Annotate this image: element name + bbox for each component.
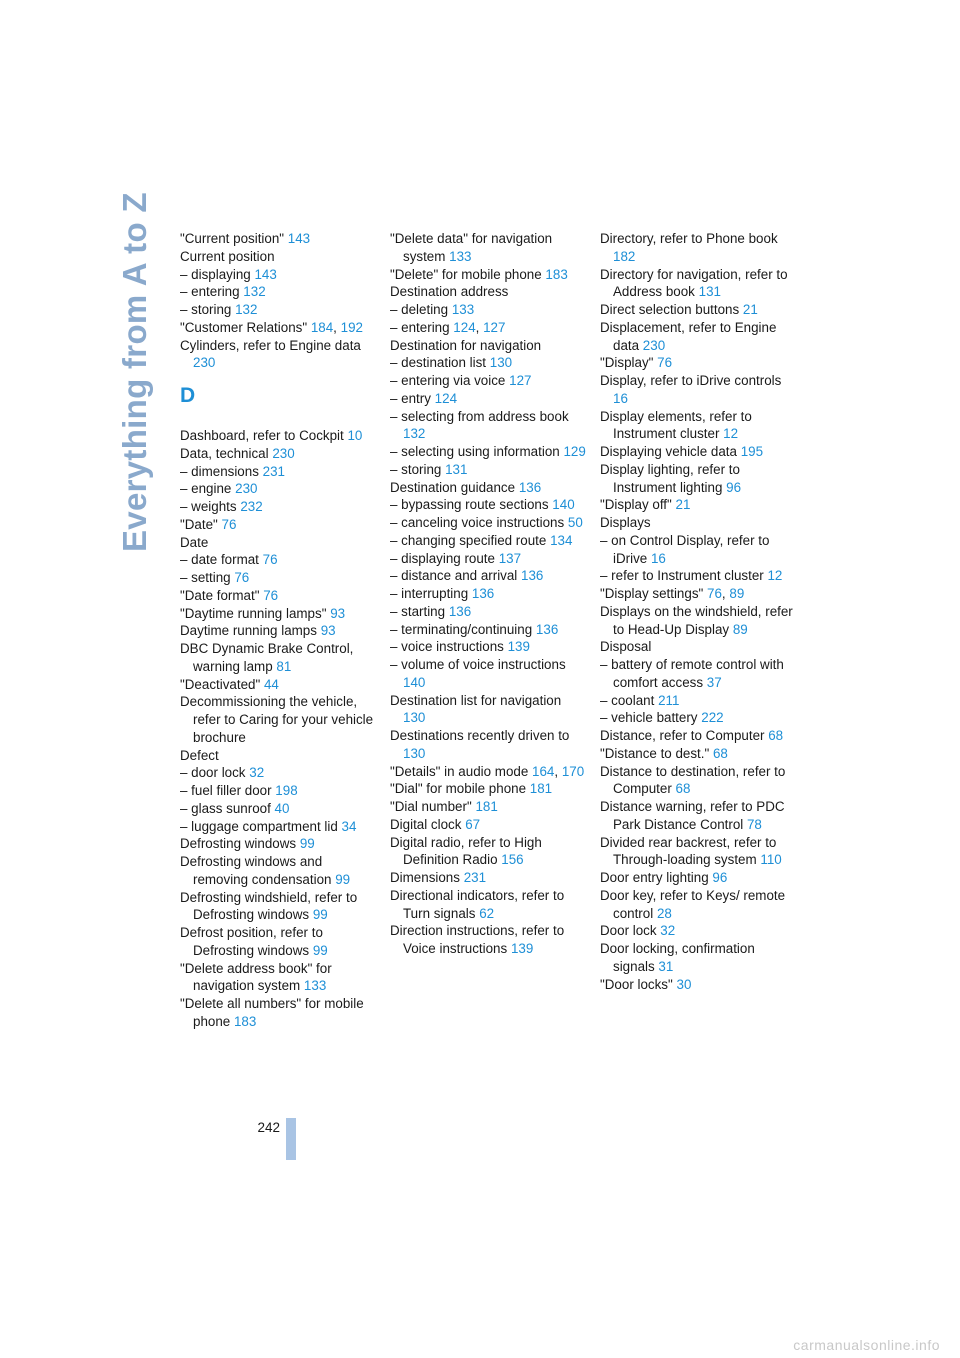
- index-entry: [390, 621, 586, 639]
- index-entry: [390, 780, 586, 798]
- index-entry-text: Destination list for navigation: [390, 692, 562, 708]
- index-entry: [180, 569, 376, 587]
- page-reference-link[interactable]: 76: [221, 516, 237, 532]
- page-reference-link[interactable]: 16: [650, 550, 666, 566]
- page-reference-link[interactable]: 30: [676, 976, 692, 992]
- page-reference-link[interactable]: 192: [340, 319, 363, 335]
- index-entry-text: Destination address: [390, 284, 509, 300]
- index-entry-text: "Delete" for mobile phone: [390, 266, 542, 282]
- index-entry-text: – battery of remote control with comfort access: [600, 657, 784, 690]
- page-reference-link[interactable]: 99: [312, 907, 328, 923]
- page-reference-link[interactable]: 131: [445, 461, 468, 477]
- section-letter-heading: D: [180, 384, 196, 407]
- section-side-title: [116, 192, 153, 552]
- index-entry: [390, 496, 586, 514]
- index-entry: [600, 887, 796, 923]
- index-entry: [390, 230, 586, 266]
- index-entry: [390, 443, 586, 461]
- index-entry: [600, 319, 796, 355]
- index-column-3: [600, 230, 796, 993]
- page-reference-link[interactable]: 10: [347, 428, 363, 443]
- page-reference-link[interactable]: 89: [732, 621, 748, 637]
- index-entry-text: Destination guidance: [390, 479, 516, 495]
- index-entry-text: "Daytime running lamps": [180, 605, 327, 621]
- index-entry-text: Date: [180, 534, 209, 550]
- index-entry: [600, 266, 796, 302]
- page-reference-link[interactable]: 28: [656, 905, 672, 921]
- index-entry-text: – canceling voice instructions: [390, 515, 565, 530]
- index-entry-text: – distance and arrival: [390, 568, 518, 584]
- index-entry-text: Dimensions: [390, 870, 460, 885]
- index-entry: [180, 693, 376, 746]
- index-entry-text: – setting: [180, 570, 231, 585]
- page-reference-link[interactable]: 211: [658, 692, 680, 708]
- index-entry: [600, 408, 796, 444]
- index-entry-text: "Dial" for mobile phone: [390, 781, 527, 797]
- index-entry-text: – entering: [390, 319, 450, 335]
- index-entry-text: – coolant: [600, 692, 655, 708]
- index-entry: [180, 764, 376, 782]
- index-entry: [600, 443, 796, 461]
- index-entry: [390, 816, 586, 834]
- index-entry: [600, 692, 796, 710]
- page-reference-link[interactable]: 137: [498, 550, 522, 566]
- index-entry-text: – weights: [180, 499, 237, 514]
- index-entry: [600, 461, 796, 497]
- page-reference-link[interactable]: 136: [518, 479, 542, 495]
- index-entry-text: "Date": [180, 516, 218, 532]
- index-entry-text: Distance, refer to Computer: [600, 728, 765, 743]
- index-entry-text: Daytime running lamps: [180, 623, 317, 639]
- index-entry-text: – starting: [390, 603, 446, 619]
- index-entry: [390, 408, 586, 444]
- index-entry: [600, 301, 796, 319]
- page-reference-link[interactable]: 136: [448, 603, 472, 619]
- index-entry-text: Defrost position, refer to Defrosting windows: [180, 925, 323, 958]
- page-reference-link[interactable]: 16: [613, 390, 628, 406]
- index-entry-text: – voice instructions: [390, 639, 504, 655]
- index-entry: [180, 266, 376, 284]
- index-entry-text: Destinations recently driven to: [390, 728, 570, 743]
- page-reference-link[interactable]: 44: [263, 676, 279, 692]
- index-entry-text: Door lock: [600, 923, 657, 939]
- index-entry-text: – storing: [390, 461, 442, 477]
- index-entry: [600, 709, 796, 727]
- index-entry-text: Distance warning, refer to PDC Park Distance Control: [600, 799, 785, 832]
- index-entry: [390, 834, 586, 870]
- page-reference-link[interactable]: 99: [335, 871, 351, 887]
- index-entry: – entering 124, 127: [390, 319, 506, 335]
- index-entry-text: "Delete all numbers" for mobile phone: [180, 996, 364, 1029]
- index-entry: [180, 676, 376, 694]
- index-entry: [180, 445, 376, 463]
- page-reference-link[interactable]: 130: [403, 745, 426, 761]
- index-entry: [390, 514, 586, 532]
- index-entry-text: Defrosting windshield, refer to Defrosting windows: [180, 889, 358, 923]
- page-reference-link[interactable]: 134: [550, 532, 573, 548]
- index-entry-text: – terminating/continuing: [390, 621, 533, 637]
- index-entry: [600, 798, 796, 834]
- page-reference-link[interactable]: 195: [740, 444, 764, 459]
- page-reference-link[interactable]: 127: [483, 319, 506, 335]
- page-reference-link[interactable]: 136: [471, 586, 495, 601]
- index-entry-text: Digital clock: [390, 816, 462, 832]
- page-reference-link[interactable]: 136: [521, 568, 544, 584]
- index-entry-text: Divided rear backrest, refer to Through-loading system: [600, 834, 777, 868]
- index-entry: [180, 301, 376, 319]
- index-entry-text: Display lighting, refer to Instrument lighting: [600, 461, 740, 495]
- page-reference-link[interactable]: 130: [489, 355, 513, 371]
- page-reference-link[interactable]: 99: [299, 836, 315, 852]
- index-entry-text: – luggage compartment lid: [180, 818, 338, 834]
- page-reference-link[interactable]: 182: [613, 248, 636, 264]
- page-reference-link[interactable]: 231: [463, 870, 487, 885]
- index-entry: [600, 230, 796, 266]
- index-entry-text: Direction instructions, refer to Voice instructions: [390, 923, 565, 956]
- index-entry: [600, 976, 796, 994]
- page-reference-link[interactable]: 40: [274, 800, 290, 816]
- page-reference-link[interactable]: 31: [658, 958, 674, 974]
- index-entry: [600, 834, 796, 870]
- index-entry: [180, 427, 376, 445]
- index-entry: [600, 727, 796, 745]
- page-reference-link[interactable]: 76: [657, 355, 673, 371]
- index-entry: [390, 532, 586, 550]
- index-entry: [180, 960, 376, 996]
- index-entry-text: – storing: [180, 302, 232, 317]
- page-reference-link[interactable]: 133: [451, 302, 475, 317]
- page-reference-link[interactable]: 198: [275, 783, 298, 798]
- index-entry-text: DBC Dynamic Brake Control, warning lamp: [180, 641, 354, 674]
- index-entry-text: "Distance to dest.": [600, 745, 710, 761]
- index-entry: [390, 372, 586, 390]
- page-reference-link[interactable]: 139: [507, 639, 530, 655]
- page-reference-link[interactable]: 133: [449, 248, 472, 264]
- page-reference-link[interactable]: 110: [760, 852, 782, 868]
- page-reference-link[interactable]: 232: [240, 499, 263, 514]
- index-entry: [390, 354, 586, 372]
- index-entry-text: Directional indicators, refer to Turn signals: [390, 887, 565, 921]
- index-entry-text: "Display off": [600, 497, 672, 513]
- index-entry: [180, 551, 376, 569]
- page-reference-link[interactable]: 222: [701, 710, 724, 726]
- index-entry-text: Distance to destination, refer to Computer: [600, 763, 786, 797]
- index-entry-text: Directory, refer to Phone book: [600, 231, 778, 246]
- index-entry: [180, 463, 376, 481]
- page-reference-link[interactable]: 81: [276, 658, 292, 674]
- index-entry: [180, 283, 376, 301]
- page-reference-link[interactable]: 96: [726, 479, 742, 495]
- page-reference-link[interactable]: 132: [235, 302, 258, 317]
- index-entry: [390, 922, 586, 958]
- index-entry-text: Disposal: [600, 639, 652, 655]
- page-reference-link[interactable]: 67: [465, 816, 481, 832]
- index-entry-text: "Deactivated": [180, 676, 261, 692]
- page-reference-link[interactable]: 32: [660, 923, 676, 939]
- index-entry: [180, 889, 376, 925]
- index-entry: "Details" in audio mode 164, 170: [390, 763, 585, 779]
- page-reference-link[interactable]: 156: [501, 852, 524, 868]
- page-reference-link[interactable]: 143: [254, 266, 277, 282]
- index-column-2: [390, 230, 586, 958]
- index-entry: [390, 692, 586, 728]
- index-entry-text: "Display settings": [600, 586, 704, 601]
- page-reference-link[interactable]: 124: [453, 319, 476, 335]
- page-reference-link[interactable]: 231: [262, 463, 285, 479]
- page-reference-link[interactable]: 230: [235, 481, 258, 497]
- page-reference-link[interactable]: 133: [303, 978, 327, 994]
- index-entry: [390, 585, 586, 603]
- page-reference-link[interactable]: 181: [529, 781, 553, 797]
- index-entry-text: "Door locks": [600, 976, 673, 992]
- page-reference-link[interactable]: 76: [263, 587, 279, 603]
- index-entry-text: Displaying vehicle data: [600, 444, 737, 459]
- index-entry-text: Display elements, refer to Instrument cluster: [600, 408, 752, 442]
- index-entry-text: "Delete address book" for navigation system: [180, 960, 332, 994]
- index-entry: "Customer Relations" 184, 192: [180, 319, 363, 335]
- index-entry: [390, 656, 586, 692]
- index-entry: [180, 835, 376, 853]
- page-reference-link[interactable]: 78: [746, 816, 762, 832]
- index-entry-text: Door locking, confirmation signals: [600, 941, 755, 974]
- page-reference-link[interactable]: 136: [535, 621, 559, 637]
- index-entry: [180, 782, 376, 800]
- index-entry-text: – entering: [180, 284, 240, 300]
- page-reference-link[interactable]: 12: [767, 568, 783, 584]
- index-entry: [180, 230, 376, 248]
- side-title-text: Everything from A to Z: [116, 192, 153, 552]
- index-entry-text: – changing specified route: [390, 532, 547, 548]
- index-entry-text: – displaying: [180, 266, 251, 282]
- index-entry-text: – entering via voice: [390, 373, 506, 388]
- index-entry-text: Door key, refer to Keys/ remote control: [600, 887, 786, 921]
- index-entry: [600, 514, 796, 532]
- index-entry-text: Current position: [180, 248, 275, 264]
- page-reference-link[interactable]: 99: [312, 942, 328, 958]
- page-reference-link[interactable]: 143: [287, 231, 311, 246]
- index-entry-text: – selecting from address book: [390, 408, 569, 424]
- index-entry: [600, 354, 796, 372]
- page-reference-link[interactable]: 50: [567, 515, 583, 530]
- page-reference-link[interactable]: 170: [561, 763, 585, 779]
- index-entry-text: – dimensions: [180, 463, 259, 479]
- index-entry: [180, 853, 376, 889]
- page-reference-link[interactable]: 129: [563, 444, 586, 459]
- index-entry-text: "Dial number": [390, 799, 472, 814]
- index-entry-text: Displacement, refer to Engine data: [600, 319, 777, 353]
- index-entry-text: – interrupting: [390, 586, 469, 601]
- index-entry: [180, 605, 376, 623]
- index-entry: [600, 567, 796, 585]
- page-reference-link[interactable]: 68: [768, 728, 784, 743]
- index-entry: [600, 496, 796, 514]
- index-entry-text: "Display": [600, 355, 654, 371]
- index-entry-text: Display, refer to iDrive controls: [600, 373, 782, 388]
- index-entry: [390, 461, 586, 479]
- index-entry-text: "Details" in audio mode: [390, 763, 529, 779]
- page-number: 242: [257, 1120, 280, 1135]
- index-entry: [390, 638, 586, 656]
- index-entry: [180, 480, 376, 498]
- index-entry-text: Displays: [600, 515, 651, 530]
- page-reference-link[interactable]: 68: [675, 781, 691, 797]
- index-entry: [180, 747, 376, 765]
- index-entry: [180, 818, 376, 836]
- index-entry: [390, 301, 586, 319]
- index-entry: [600, 745, 796, 763]
- page-marker-bar: [286, 1118, 296, 1160]
- index-entry: [390, 887, 586, 923]
- index-entry-text: Digital radio, refer to High Definition Radio: [390, 834, 542, 868]
- page-reference-link[interactable]: 76: [262, 552, 278, 568]
- index-entry: [390, 727, 586, 763]
- index-entry: [600, 869, 796, 887]
- index-entry-text: Destination for navigation: [390, 337, 542, 353]
- index-entry: [180, 995, 376, 1031]
- index-entry: [180, 248, 376, 266]
- index-entry-text: "Date format": [180, 587, 260, 603]
- index-entry: "Display settings" 76, 89: [600, 586, 745, 601]
- page-reference-link[interactable]: 140: [552, 497, 575, 513]
- page-reference-link[interactable]: 21: [675, 497, 691, 513]
- index-entry: [180, 587, 376, 605]
- index-entry: [180, 924, 376, 960]
- index-entry-text: Data, technical: [180, 445, 269, 461]
- page-reference-link[interactable]: 34: [341, 818, 357, 834]
- page-reference-link[interactable]: 139: [510, 941, 534, 956]
- index-entry-text: – on Control Display, refer to iDrive: [600, 532, 770, 566]
- page-reference-link[interactable]: 164: [532, 763, 555, 779]
- index-entry: [390, 283, 586, 301]
- index-entry-text: – selecting using information: [390, 444, 560, 459]
- index-entry-text: – fuel filler door: [180, 783, 272, 798]
- watermark: carmanualsonline.info: [793, 1337, 940, 1353]
- index-entry: [600, 940, 796, 976]
- index-column-1: [180, 230, 376, 1031]
- page-reference-link[interactable]: 32: [249, 765, 265, 781]
- index-entry: [390, 266, 586, 284]
- index-entry-text: – volume of voice instructions: [390, 657, 566, 672]
- index-entry: [390, 869, 586, 887]
- page-reference-link[interactable]: 132: [403, 426, 426, 442]
- index-entry-text: "Delete data" for navigation system: [390, 231, 553, 264]
- page-reference-link[interactable]: 62: [479, 905, 495, 921]
- page-reference-link[interactable]: 93: [330, 605, 346, 621]
- page-reference-link[interactable]: 230: [272, 445, 295, 461]
- index-entry-text: – door lock: [180, 765, 246, 781]
- page-reference-link[interactable]: 181: [475, 799, 498, 814]
- index-entry: [600, 638, 796, 656]
- index-entry-text: Door entry lighting: [600, 870, 709, 885]
- page-reference-link[interactable]: 93: [320, 623, 336, 639]
- index-entry: [180, 516, 376, 534]
- index-entry-text: Decommissioning the vehicle, refer to Caring for your vehicle brochure: [180, 694, 374, 745]
- index-entry: [600, 603, 796, 639]
- page-reference-link[interactable]: 21: [742, 302, 758, 317]
- index-entry-text: Defrosting windows: [180, 836, 297, 852]
- index-entry: [390, 798, 586, 816]
- index-entry-text: – destination list: [390, 355, 487, 371]
- index-entry: [390, 550, 586, 568]
- index-entry-text: Defect: [180, 747, 219, 763]
- index-entry-text: – engine: [180, 481, 232, 497]
- index-entry-text: "Current position": [180, 231, 285, 246]
- index-entry: [600, 922, 796, 940]
- page-reference-link[interactable]: 68: [712, 745, 728, 761]
- index-entry-text: Direct selection buttons: [600, 302, 740, 317]
- index-entry: [390, 390, 586, 408]
- index-entry-text: – refer to Instrument cluster: [600, 568, 764, 584]
- page-reference-link[interactable]: 89: [729, 586, 745, 601]
- index-entry-text: Cylinders, refer to Engine data: [180, 337, 361, 353]
- index-entry-text: – glass sunroof: [180, 800, 271, 816]
- page-reference-link[interactable]: 130: [403, 710, 426, 726]
- page-reference-link[interactable]: 96: [712, 870, 728, 885]
- page-reference-link[interactable]: 131: [698, 284, 721, 300]
- page-reference-link[interactable]: 183: [545, 266, 568, 282]
- page-reference-link[interactable]: 37: [706, 674, 722, 690]
- index-entry: [600, 532, 796, 568]
- index-entry-text: – deleting: [390, 302, 449, 317]
- page-reference-link[interactable]: 184: [310, 319, 334, 335]
- index-entry: [390, 337, 586, 355]
- index-entry: [390, 479, 586, 497]
- index-entry-text: "Customer Relations": [180, 319, 308, 335]
- index-entry-text: – bypassing route sections: [390, 497, 549, 513]
- index-entry: [180, 800, 376, 818]
- page-reference-link[interactable]: 132: [243, 284, 266, 300]
- page-reference-link[interactable]: 140: [403, 674, 426, 690]
- index-entry-text: – displaying route: [390, 550, 495, 566]
- index-entry: [180, 640, 376, 676]
- index-entry-text: Dashboard, refer to Cockpit: [180, 428, 344, 443]
- page-reference-link[interactable]: 124: [434, 390, 458, 406]
- index-entry: [600, 372, 796, 408]
- index-entry: [600, 656, 796, 692]
- page-reference-link[interactable]: 76: [234, 570, 250, 585]
- page-reference-link[interactable]: 183: [233, 1013, 257, 1029]
- page-reference-link[interactable]: 230: [642, 337, 666, 353]
- page-reference-link[interactable]: 76: [707, 586, 722, 601]
- index-entry: [180, 534, 376, 552]
- index-entry-text: – vehicle battery: [600, 710, 698, 726]
- index-entry: [390, 567, 586, 585]
- index-entry: [600, 763, 796, 799]
- index-entry-text: – entry: [390, 390, 431, 406]
- page-reference-link[interactable]: 12: [723, 426, 739, 442]
- page-reference-link[interactable]: 127: [509, 373, 532, 388]
- page-reference-link[interactable]: 230: [193, 355, 216, 371]
- index-entry-text: Directory for navigation, refer to Address book: [600, 266, 788, 300]
- index-entry-text: Displays on the windshield, refer to Head-Up Display: [600, 603, 793, 637]
- index-entry: [180, 622, 376, 640]
- index-entry: [390, 603, 586, 621]
- index-entry-text: – date format: [180, 552, 259, 568]
- index-entry: [180, 337, 376, 373]
- index-entry-text: Defrosting windows and removing condensation: [180, 854, 332, 887]
- index-entry: [180, 498, 376, 516]
